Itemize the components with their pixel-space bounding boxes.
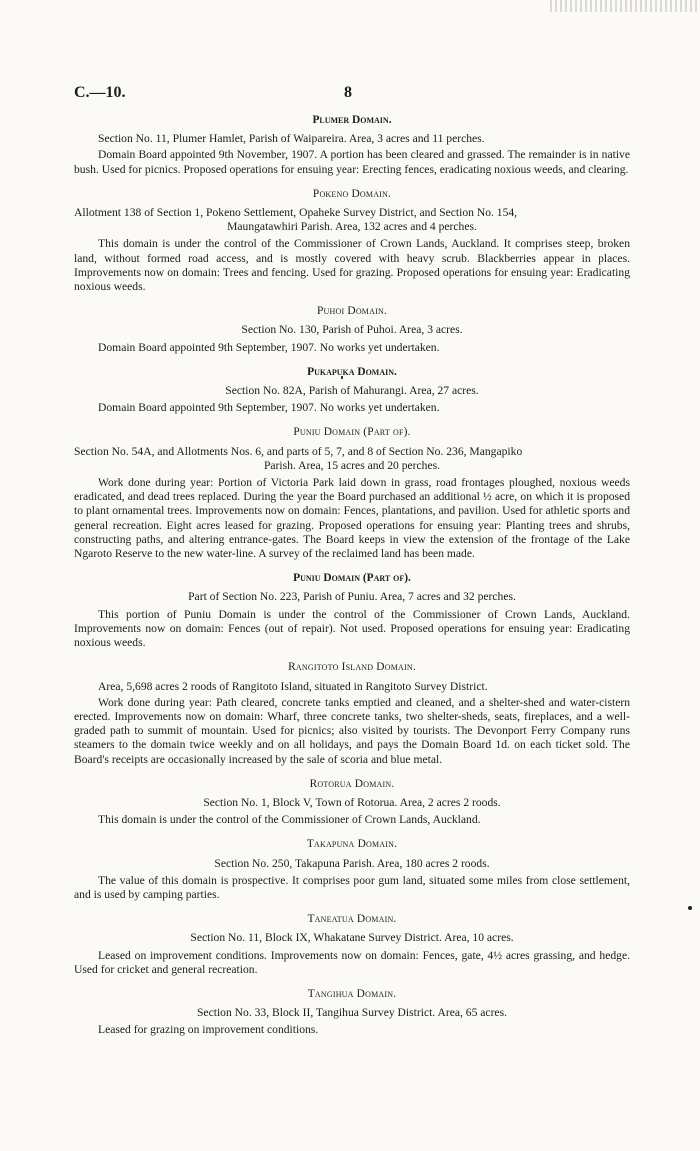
section-description [74,445,630,473]
section-body: This portion of Puniu Domain is under the control of the Commissioner of Crown Lands, Auckland. Improvements now on domain: Fences (out of repair). Not used. Proposed operations for ensuing year: Eradicating noxious weeds. [74,607,630,650]
section-title: Rangitoto Island Domain. [288,661,416,674]
domain-section [74,187,630,294]
section-description: Section No. 11, Plumer Hamlet, Parish of Waipareira. Area, 3 acres and 11 perches. [98,132,485,146]
section-description: Section No. 1, Block V, Town of Rotorua. Area, 2 acres 2 roods. [203,795,501,809]
scan-dot [688,906,692,910]
description-line: Allotment 138 of Section 1, Pokeno Settlement, Opaheke Survey District, and Section No. 154, [74,206,518,220]
page-number: 8 [344,84,352,101]
domain-section [74,113,630,177]
description-continuation: Maungatawhiri Parish. Area, 132 acres and 4 perches. [227,220,477,234]
section-body: Work done during year: Portion of Victoria Park laid down in grass, road frontages ploughed, noxious weeds eradicated, and dead trees replaced. During the year the Board purchased an additional ½ acre, on which it is proposed to plant ornamental trees. Improvements now on domain: Fences, plantations, and pavilion. Used for athletic sports and general recreation. Eight acres leased for grazing. Proposed operations for ensuing year: Planting trees and shrubs, constructing paths, and altering entrance-gates. The Board keeps in view the extension of the frontage of the Lake Ngaroto Reserve to the new water-line. A survey of the reclaimed land has been made. [74,476,630,561]
domain-section [74,987,630,1038]
section-body: This domain is under the control of the Commissioner of Crown Lands, Auckland. It comprises steep, broken land, without formed road access, and is mostly covered with heavy scrub. Blackberries appear in places. Improvements now on domain: Trees and fencing. Used for grazing. Proposed operations for ensuing year: Eradicating noxious weeds. [74,237,630,294]
domain-section [74,837,630,902]
section-body: Leased on improvement conditions. Improvements now on domain: Fences, gate, 4½ acres grassing, and hedge. Used for cricket and general recreation. [74,948,630,976]
section-description: Section No. 11, Block IX, Whakatane Survey District. Area, 10 acres. [190,931,514,945]
section-title: Rotorua Domain. [309,777,395,790]
section-title: Plumer Domain. [312,114,392,126]
section-title: Puniu Domain (Part of). [293,426,411,439]
domain-section [74,912,630,977]
section-body: Domain Board appointed 9th September, 1907. No works yet undertaken. [98,401,440,415]
section-title: Pokeno Domain. [312,187,392,200]
report-code: C.—10. [74,84,126,101]
section-title: Tangihua Domain. [307,987,397,1000]
section-title: Taneatua Domain. [307,913,397,926]
section-description: Part of Section No. 223, Parish of Puniu. Area, 7 acres and 32 perches. [188,590,516,604]
domain-section [74,304,630,355]
section-body: The value of this domain is prospective. It comprises poor gum land, situated some miles from close settlement, and is used by camping parties. [74,873,630,901]
section-description: Section No. 33, Block II, Tangihua Survey District. Area, 65 acres. [196,1006,507,1020]
domain-section [74,425,630,561]
section-title: Puhoi Domain. [317,305,387,318]
section-description: Section No. 130, Parish of Puhoi. Area, 3 acres. [241,323,463,337]
section-body: Domain Board appointed 9th November, 1907. A portion has been cleared and grassed. The remainder is in native bush. Used for picnics. Proposed operations for ensuing year: Erecting fences, eradicating noxious weeds, and clearing. [74,148,630,176]
domain-section [74,777,630,828]
domain-section [74,660,630,766]
section-body: Leased for grazing on improvement conditions. [98,1023,319,1037]
section-description [74,206,630,234]
description-continuation: Parish. Area, 15 acres and 20 perches. [263,458,441,472]
domain-section [74,365,630,416]
page-body [74,113,630,1048]
section-body: This domain is under the control of the Commissioner of Crown Lands, Auckland. [98,813,481,827]
section-title: Pukapuka Domain. [307,365,397,378]
section-description: Section No. 250, Takapuna Parish. Area, 180 acres 2 roods. [214,856,490,870]
section-description: Section No. 82A, Parish of Mahurangi. Area, 27 acres. [225,384,479,398]
section-description: Area, 5,698 acres 2 roods of Rangitoto Island, situated in Rangitoto Survey District. [98,679,488,693]
section-title: Takapuna Domain. [306,838,398,851]
description-line: Section No. 54A, and Allotments Nos. 6, and parts of 5, 7, and 8 of Section No. 236, Mangapiko [74,444,523,458]
domain-section [74,571,630,650]
scan-artifact [550,0,700,12]
section-body: Domain Board appointed 9th September, 1907. No works yet undertaken. [98,340,440,354]
section-title: Puniu Domain (Part of). [293,572,411,585]
section-body: Work done during year: Path cleared, concrete tanks emptied and cleaned, and a shelter-shed and water-cistern erected. Improvements now on domain: Wharf, three concrete tanks, two shelter-sheds, seats, fireplaces, and a well-graded path to summit of mountain. Used for picnics; also visited by tourists. The Devonport Ferry Company runs steamers to the domain twice weekly and on all holidays, and pays the Domain Board 1d. on each ticket sold. The Board's receipts are occasionally increased by the sale of scoria and blue metal. [74,695,630,766]
